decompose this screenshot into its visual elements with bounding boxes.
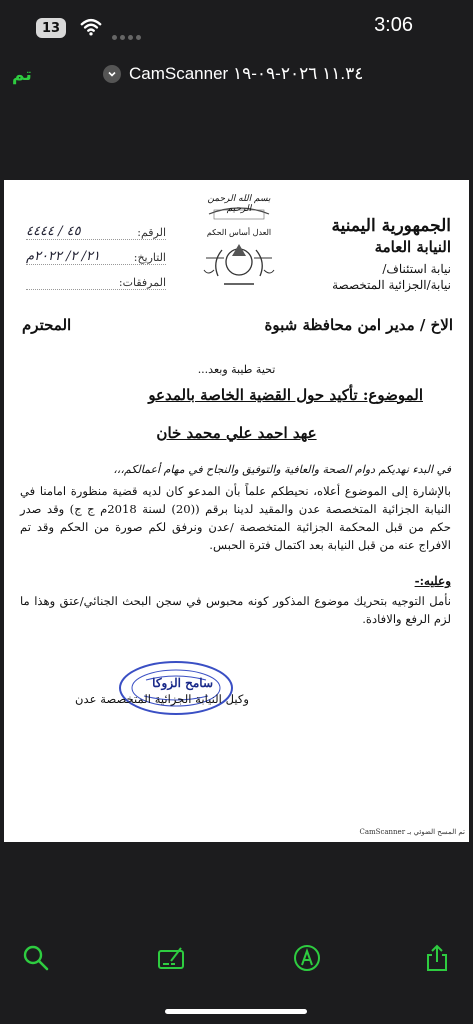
number-label: الرقم: — [137, 226, 166, 239]
document-page — [4, 180, 469, 842]
number-value: ٤٥ / ٤٤٤٤ — [26, 224, 81, 239]
reference-number-row — [26, 218, 166, 240]
scan-footer: تم المسح الضوئي بـ CamScanner — [359, 828, 465, 836]
share-icon[interactable] — [423, 944, 451, 972]
request-paragraph: نأمل التوجيه بتحريك موضوع المذكور كونه محبوس في سجن البحث الجنائي/عتق وهذا ما لزم الرفع والافادة. — [20, 594, 451, 626]
document-title: CamScanner ١١.٣٤ ٢٠٢٦-٠٩-١٩ — [129, 64, 364, 83]
greeting: تحية طيبة وبعد... — [197, 363, 276, 376]
letter-body: بالإشارة إلى الموضوع أعلاه، نحيطكم علماً بأن المدعو كان لديه قضية منظورة امامنا في النيابة الجزائية المتخصصة عدن والمقيد لدينا برقم ((20) لسنة 2018م ج ج) وقد صدر حكم من قبل المحكمة الجزائية المتخصصة /عدن ونرفق لكم صورة من الحكم وقد تم الافراج عنه من قبل النيابة بعد اكتمال فترة الحبس. — [20, 484, 451, 552]
emblem-motto: العدل أساس الحكم — [206, 228, 272, 237]
done-button[interactable]: تم — [12, 65, 32, 85]
addressee: الاخ / مدير امن محافظة شبوة — [264, 316, 453, 334]
wifi-icon — [80, 16, 102, 38]
bottom-toolbar — [0, 944, 473, 994]
clock: 3:06 — [374, 14, 413, 36]
reference-date-row — [26, 243, 166, 265]
header-line-2: النيابة العامة — [374, 238, 451, 256]
basmala: بسم الله الرحمن الرحيم — [207, 194, 271, 214]
attachments-label: المرفقات: — [118, 276, 166, 289]
chevron-down-icon[interactable] — [103, 65, 121, 83]
addressee-line — [22, 316, 453, 334]
search-icon[interactable] — [22, 944, 50, 972]
edit-text-icon[interactable] — [157, 944, 185, 972]
header-authority — [331, 216, 451, 292]
attachments-row — [26, 268, 166, 290]
reference-block — [26, 218, 166, 293]
header-line-1: الجمهورية اليمنية — [331, 216, 451, 236]
date-label: التاريخ: — [133, 251, 166, 264]
battery-indicator: 13 — [36, 18, 66, 38]
date-value: ٢١/ ٢/ ٢٠٢٢م — [26, 249, 100, 264]
nav-bar — [0, 56, 473, 96]
signer-name: سامح الزوكا — [152, 676, 213, 690]
opening-line: في البدء نهديكم دوام الصحة والعافية والتوفيق والنجاح في مهام أعمالكم،،، — [113, 463, 451, 476]
defendant-name: عهد احمد علي محمد خان — [156, 424, 317, 442]
markup-icon[interactable] — [293, 944, 321, 972]
whereupon-heading: وعليه:- — [414, 574, 451, 588]
status-bar — [0, 0, 473, 56]
subject-line: الموضوع: تأكيد حول القضية الخاصة بالمدعو — [148, 386, 423, 404]
respected-label: المحترم — [22, 316, 72, 334]
title-menu[interactable] — [103, 64, 363, 84]
signer-title: وكيل النيابة الجزائية المتخصصة عدن — [75, 692, 249, 706]
header-line-3: نيابة استئناف/ — [382, 262, 451, 276]
home-indicator — [165, 1009, 307, 1014]
signal-dots — [112, 25, 144, 44]
header-line-4: نيابة/الجزائية المتخصصة — [332, 278, 451, 292]
